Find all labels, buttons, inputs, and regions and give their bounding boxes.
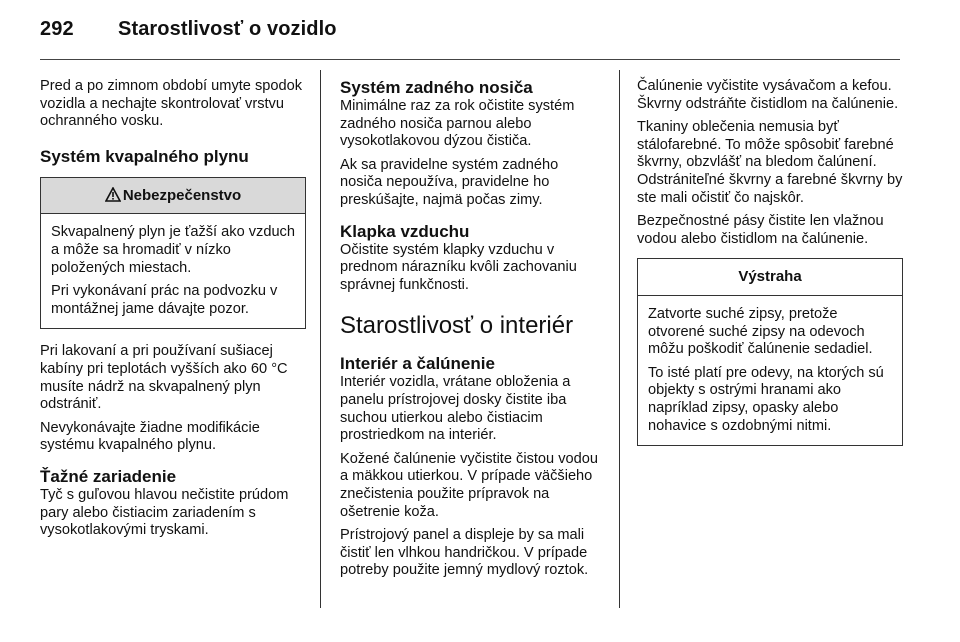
caution-paragraph-1: Zatvorte suché zipsy, pretože otvorené suché zipsy na odevoch môžu poškodiť čalúnenie sedadiel.	[648, 305, 873, 358]
col3-paragraph-3: Bezpečnostné pásy čistite len vlažnou vodou alebo čistidlom na čalúnenie.	[637, 213, 884, 247]
tow-paragraph: Tyč s guľovou hlavou nečistite prúdom pary alebo čistiacim zariadením s vysokotlakovými tryskami.	[40, 486, 289, 539]
chapter-title: Starostlivosť o vozidlo	[118, 18, 337, 40]
danger-box	[40, 177, 306, 330]
upholstery-heading: Interiér a čalúnenie	[340, 354, 495, 374]
danger-box-header	[41, 178, 305, 215]
column-divider-2	[619, 70, 620, 608]
rack-paragraph-2: Ak sa pravidelne systém zadného nosiča nepoužíva, pravidelne ho preskúšajte, najmä počas zimy.	[340, 156, 559, 208]
rack-paragraph-1: Minimálne raz za rok očistite systém zadného nosiča parnou alebo vysokotlakovou dýzou čističa.	[340, 98, 575, 150]
flap-heading: Klapka vzduchu	[340, 221, 470, 241]
warning-triangle-icon	[105, 187, 121, 202]
flap-paragraph: Očistite systém klapky vzduchu v prednom nárazníku kvôli zachovaniu správnej funkčnosti.	[340, 241, 577, 293]
col3-paragraph-1: Čalúnenie vyčistite vysávačom a kefou. Škvrny odstráňte čistidlom na čalúnenie.	[637, 78, 899, 112]
caution-box-body	[638, 296, 902, 445]
intro-paragraph: Pred a po zimnom období umyte spodok vozidla a nechajte skontrolovať vrstvu ochranného vosku.	[40, 78, 303, 130]
column-divider-1	[320, 70, 321, 608]
rack-heading: Systém zadného nosiča	[340, 78, 533, 97]
column-1	[40, 78, 306, 546]
caution-paragraph-2: To isté platí pre odevy, na ktorých sú objekty s ostrými hranami ako napríklad zipsy, opasky alebo nohavice s ozdobnými nitmi.	[648, 364, 884, 434]
column-3	[637, 78, 903, 460]
modify-paragraph: Nevykonávajte žiadne modifikácie systému kvapalného plynu.	[40, 419, 260, 454]
page-number: 292	[40, 18, 74, 40]
page-header	[40, 18, 337, 41]
danger-box-body	[41, 214, 305, 328]
upholstery-paragraph-1: Interiér vozidla, vrátane obloženia a panelu prístrojovej dosky čistite iba suchou utierkou alebo čistiacim prostriedkom na interiér.	[340, 374, 571, 444]
paint-paragraph: Pri lakovaní a pri používaní sušiacej kabíny pri teplotách vyšších ako 60 °C musíte nádrž na skvapalnený plyn odstrániť.	[40, 343, 288, 413]
danger-box-title: Nebezpečenstvo	[122, 186, 242, 204]
upholstery-paragraph-3: Prístrojový panel a displeje by sa mali čistiť len vlhkou handričkou. V prípade potreby použite jemný mydlový roztok.	[340, 527, 589, 579]
danger-paragraph-1: Skvapalnený plyn je ťažší ako vzduch a môže sa hromadiť v nízko položených miestach.	[51, 224, 295, 276]
header-rule	[40, 59, 900, 60]
upholstery-paragraph-2: Kožené čalúnenie vyčistite čistou vodou a mäkkou utierkou. V prípade väčšieho znečistenia použite prípravok na ošetrenie koža.	[340, 450, 598, 520]
lpg-heading: Systém kvapalného plynu	[40, 146, 249, 166]
col3-paragraph-2: Tkaniny oblečenia nemusia byť stálofarebné. To môže spôsobiť farebné škvrny, obzvlášť na bledom čalúnení. Odstrániteľné škvrny a farebné škvrny by ste mali očistiť čo najskôr.	[637, 119, 903, 206]
caution-box-header: Výstraha	[638, 259, 902, 296]
tow-heading: Ťažné zariadenie	[40, 466, 177, 486]
interior-heading: Starostlivosť o interiér	[340, 312, 574, 340]
caution-box	[637, 258, 903, 446]
danger-paragraph-2: Pri vykonávaní prác na podvozku v montážnej jame dávajte pozor.	[51, 283, 278, 317]
column-2	[340, 78, 602, 586]
